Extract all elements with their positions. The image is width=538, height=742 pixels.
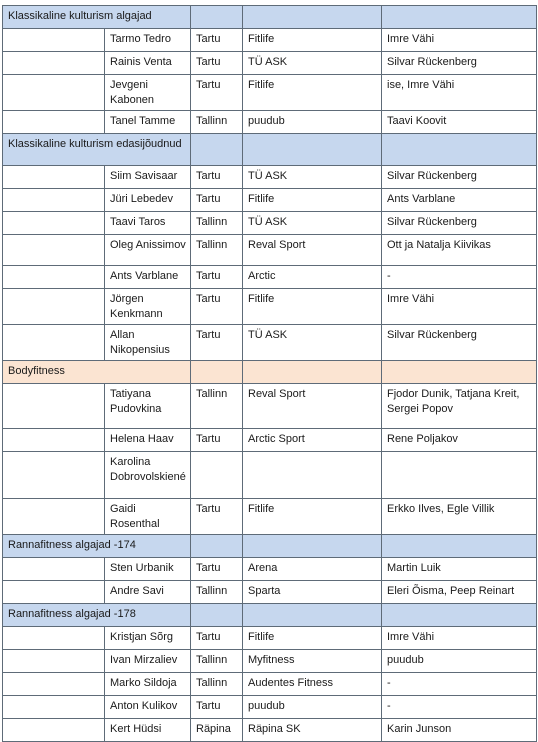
cell-club: Reval Sport xyxy=(243,384,382,429)
cell-coach: Imre Vähi xyxy=(382,627,537,650)
cell-club: Arctic Sport xyxy=(243,429,382,452)
cell-club: TÜ ASK xyxy=(243,166,382,189)
cell-city: Räpina xyxy=(191,719,243,742)
empty-cell xyxy=(3,212,105,235)
cell-coach: - xyxy=(382,696,537,719)
cell-city: Tartu xyxy=(191,325,243,361)
empty-cell xyxy=(3,52,105,75)
cell-coach: - xyxy=(382,266,537,289)
cell-name: Jevgeni Kabonen xyxy=(105,75,191,111)
cell-name: Siim Savisaar xyxy=(105,166,191,189)
cell-coach: Fjodor Dunik, Tatjana Kreit, Sergei Popov xyxy=(382,384,537,429)
section-empty-cell xyxy=(191,6,243,29)
empty-cell xyxy=(3,166,105,189)
table-row xyxy=(3,235,537,266)
cell-club: puudub xyxy=(243,696,382,719)
cell-club: Sparta xyxy=(243,581,382,604)
cell-club: Fitlife xyxy=(243,289,382,325)
cell-name: Tarmo Tedro xyxy=(105,29,191,52)
cell-city xyxy=(191,452,243,499)
cell-club: Fitlife xyxy=(243,189,382,212)
empty-cell xyxy=(3,75,105,111)
cell-city: Tallinn xyxy=(191,650,243,673)
cell-club: Arena xyxy=(243,558,382,581)
cell-coach: Ott ja Natalja Kiivikas xyxy=(382,235,537,266)
cell-name: Allan Nikopensius xyxy=(105,325,191,361)
section-empty-cell xyxy=(191,535,243,558)
cell-name: Ivan Mirzaliev xyxy=(105,650,191,673)
competitor-table xyxy=(2,5,537,742)
cell-city: Tartu xyxy=(191,696,243,719)
section-title: Rannafitness algajad -174 xyxy=(3,535,191,558)
empty-cell xyxy=(3,429,105,452)
cell-name: Oleg Anissimov xyxy=(105,235,191,266)
cell-name: Jüri Lebedev xyxy=(105,189,191,212)
table-row xyxy=(3,452,537,499)
cell-club: Reval Sport xyxy=(243,235,382,266)
cell-coach xyxy=(382,452,537,499)
cell-club: Fitlife xyxy=(243,75,382,111)
section-empty-cell xyxy=(243,604,382,627)
cell-club: Audentes Fitness xyxy=(243,673,382,696)
cell-coach: Silvar Rückenberg xyxy=(382,52,537,75)
section-header-row xyxy=(3,535,537,558)
table-row xyxy=(3,52,537,75)
cell-city: Tartu xyxy=(191,189,243,212)
cell-name: Karolina Dobrovolskiené xyxy=(105,452,191,499)
cell-coach: Silvar Rückenberg xyxy=(382,325,537,361)
table-row xyxy=(3,558,537,581)
cell-name: Jörgen Kenkmann xyxy=(105,289,191,325)
cell-name: Taavi Taros xyxy=(105,212,191,235)
section-empty-cell xyxy=(243,361,382,384)
section-empty-cell xyxy=(191,134,243,166)
cell-club: TÜ ASK xyxy=(243,325,382,361)
cell-name: Sten Urbanik xyxy=(105,558,191,581)
empty-cell xyxy=(3,581,105,604)
cell-city: Tallinn xyxy=(191,384,243,429)
cell-coach: Karin Junson xyxy=(382,719,537,742)
cell-city: Tartu xyxy=(191,499,243,535)
cell-coach: Taavi Koovit xyxy=(382,111,537,134)
section-title: Rannafitness algajad -178 xyxy=(3,604,191,627)
cell-city: Tartu xyxy=(191,52,243,75)
empty-cell xyxy=(3,266,105,289)
empty-cell xyxy=(3,499,105,535)
section-header-row xyxy=(3,361,537,384)
cell-name: Ants Varblane xyxy=(105,266,191,289)
empty-cell xyxy=(3,558,105,581)
section-header-row xyxy=(3,6,537,29)
cell-coach: Silvar Rückenberg xyxy=(382,212,537,235)
cell-city: Tallinn xyxy=(191,111,243,134)
cell-name: Anton Kulikov xyxy=(105,696,191,719)
section-empty-cell xyxy=(243,6,382,29)
cell-city: Tallinn xyxy=(191,212,243,235)
empty-cell xyxy=(3,189,105,212)
cell-club: Myfitness xyxy=(243,650,382,673)
table-row xyxy=(3,499,537,535)
cell-coach: Imre Vähi xyxy=(382,289,537,325)
table-row xyxy=(3,627,537,650)
empty-cell xyxy=(3,650,105,673)
cell-coach: Erkko Ilves, Egle Villik xyxy=(382,499,537,535)
cell-city: Tartu xyxy=(191,266,243,289)
section-header-row xyxy=(3,134,537,166)
empty-cell xyxy=(3,325,105,361)
table-row xyxy=(3,384,537,429)
table-row xyxy=(3,212,537,235)
empty-cell xyxy=(3,111,105,134)
cell-name: Helena Haav xyxy=(105,429,191,452)
cell-coach: puudub xyxy=(382,650,537,673)
cell-city: Tartu xyxy=(191,627,243,650)
section-empty-cell xyxy=(243,134,382,166)
cell-name: Andre Savi xyxy=(105,581,191,604)
table-row xyxy=(3,696,537,719)
cell-club: puudub xyxy=(243,111,382,134)
cell-club xyxy=(243,452,382,499)
section-empty-cell xyxy=(243,535,382,558)
cell-club: TÜ ASK xyxy=(243,52,382,75)
cell-city: Tartu xyxy=(191,75,243,111)
table-row xyxy=(3,166,537,189)
section-empty-cell xyxy=(191,604,243,627)
table-row xyxy=(3,266,537,289)
empty-cell xyxy=(3,696,105,719)
competitor-table-body xyxy=(3,6,537,742)
cell-coach: - xyxy=(382,673,537,696)
section-empty-cell xyxy=(382,6,537,29)
empty-cell xyxy=(3,719,105,742)
cell-city: Tartu xyxy=(191,166,243,189)
section-empty-cell xyxy=(382,361,537,384)
cell-name: Kert Hüdsi xyxy=(105,719,191,742)
cell-club: Arctic xyxy=(243,266,382,289)
table-row xyxy=(3,429,537,452)
table-row xyxy=(3,719,537,742)
section-empty-cell xyxy=(191,361,243,384)
section-empty-cell xyxy=(382,535,537,558)
section-header-row xyxy=(3,604,537,627)
cell-club: Fitlife xyxy=(243,627,382,650)
table-row xyxy=(3,29,537,52)
table-row xyxy=(3,325,537,361)
empty-cell xyxy=(3,673,105,696)
cell-coach: Imre Vähi xyxy=(382,29,537,52)
cell-name: Tanel Tamme xyxy=(105,111,191,134)
section-title: Klassikaline kulturism edasijõudnud xyxy=(3,134,191,166)
cell-coach: Silvar Rückenberg xyxy=(382,166,537,189)
cell-coach: Martin Luik xyxy=(382,558,537,581)
cell-city: Tallinn xyxy=(191,235,243,266)
cell-name: Marko Sildoja xyxy=(105,673,191,696)
cell-coach: ise, Imre Vähi xyxy=(382,75,537,111)
cell-city: Tartu xyxy=(191,429,243,452)
empty-cell xyxy=(3,627,105,650)
table-row xyxy=(3,673,537,696)
table-row xyxy=(3,289,537,325)
empty-cell xyxy=(3,452,105,499)
table-row xyxy=(3,650,537,673)
cell-club: TÜ ASK xyxy=(243,212,382,235)
section-title: Klassikaline kulturism algajad xyxy=(3,6,191,29)
cell-city: Tartu xyxy=(191,29,243,52)
cell-name: Rainis Venta xyxy=(105,52,191,75)
cell-club: Fitlife xyxy=(243,499,382,535)
empty-cell xyxy=(3,289,105,325)
cell-name: Gaidi Rosenthal xyxy=(105,499,191,535)
cell-club: Räpina SK xyxy=(243,719,382,742)
cell-name: Tatiyana Pudovkina xyxy=(105,384,191,429)
table-row xyxy=(3,189,537,212)
cell-city: Tallinn xyxy=(191,673,243,696)
empty-cell xyxy=(3,384,105,429)
cell-coach: Eleri Õisma, Peep Reinart xyxy=(382,581,537,604)
section-empty-cell xyxy=(382,604,537,627)
cell-club: Fitlife xyxy=(243,29,382,52)
cell-coach: Ants Varblane xyxy=(382,189,537,212)
empty-cell xyxy=(3,29,105,52)
section-title: Bodyfitness xyxy=(3,361,191,384)
table-row xyxy=(3,581,537,604)
cell-name: Kristjan Sõrg xyxy=(105,627,191,650)
cell-city: Tallinn xyxy=(191,581,243,604)
cell-coach: Rene Poljakov xyxy=(382,429,537,452)
empty-cell xyxy=(3,235,105,266)
section-empty-cell xyxy=(382,134,537,166)
table-row xyxy=(3,111,537,134)
cell-city: Tartu xyxy=(191,289,243,325)
cell-city: Tartu xyxy=(191,558,243,581)
table-row xyxy=(3,75,537,111)
